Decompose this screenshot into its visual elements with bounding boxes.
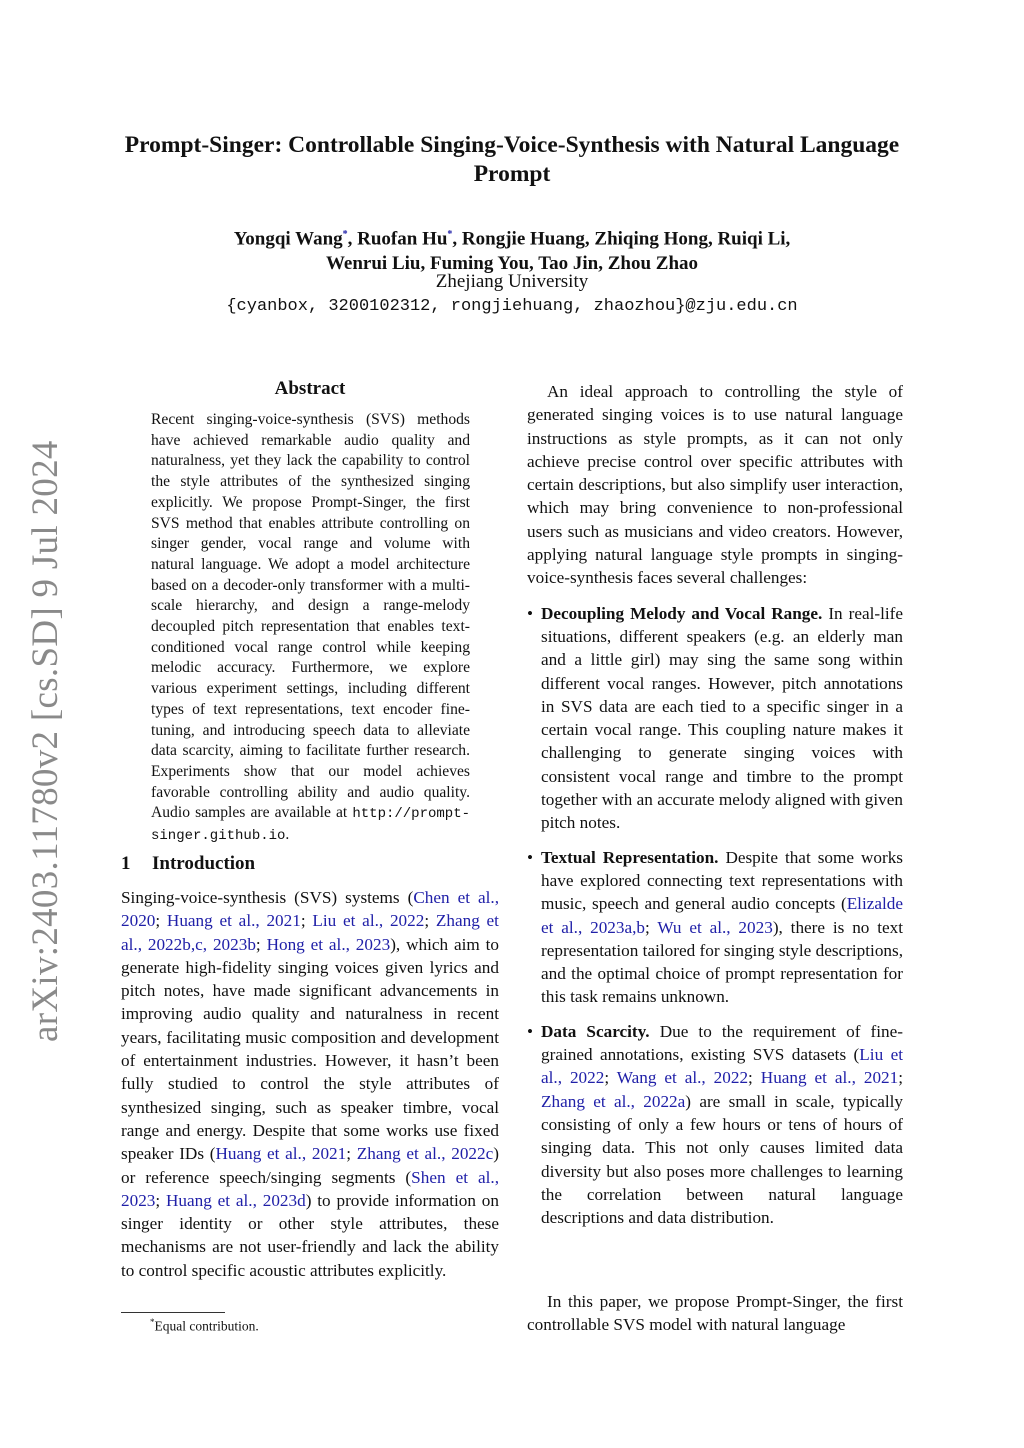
- citation-link[interactable]: Zhang et al., 2022b,c, 2023b: [121, 911, 499, 954]
- citation-link[interactable]: Huang et al., 2021: [166, 911, 301, 931]
- arxiv-identifier-stamp: arXiv:2403.11780v2 [cs.SD] 9 Jul 2024: [25, 440, 66, 1042]
- footnote-text: Equal contribution.: [154, 1318, 259, 1334]
- bullet-text: ), there is no text representation tailored for singing style descriptions, and the optimal choice of prompt representation for this task remains unknown.: [541, 917, 904, 1007]
- list-item: [527, 1020, 903, 1230]
- citation-link[interactable]: Huang et al., 2021: [215, 1144, 347, 1164]
- bullet-text: ) are small in scale, typically consisting of only a few hours or tens of hours of singing data. This not only causes limited data diversity but also poses more challenges to learning the correlation between natural language descriptions and data distribution.: [541, 1091, 903, 1228]
- right-column: [527, 380, 903, 1240]
- closing-paragraph: In this paper, we propose Prompt-Singer, the first controllable SVS model with natural language: [527, 1292, 903, 1335]
- citation-link[interactable]: Zhang et al., 2022a: [541, 1091, 686, 1111]
- citation-separator: ;: [255, 934, 267, 954]
- author-names: Rongjie Huang, Zhiqing Hong, Ruiqi Li,: [461, 228, 791, 250]
- challenges-intro-paragraph: An ideal approach to controlling the style of generated singing voices is to use natural language instructions as style prompts, as it can not only achieve precise control over specific attributes with certain descriptions, but also simplify user interaction, which may bring convenience to non-professional users such as musicians and video creators. However, applying natural language style prompts in singing-voice-synthesis faces several challenges:: [527, 382, 903, 588]
- citation-separator: ;: [300, 911, 313, 931]
- intro-text: ) to provide information on singer identity or other style attributes, these mechanisms are not user-friendly and lack the ability to control specific acoustic attributes explicitly.: [121, 1190, 499, 1280]
- author-name: Ruofan Hu: [357, 228, 448, 250]
- list-item: [527, 602, 903, 835]
- citation-link[interactable]: Huang et al., 2023d: [166, 1190, 306, 1210]
- section-heading-introduction: [121, 853, 255, 875]
- citation-link[interactable]: Liu et al., 2022: [312, 911, 425, 931]
- citation-link[interactable]: Zhang et al., 2022c: [356, 1144, 494, 1164]
- citation-link[interactable]: Shen et al., 2023: [121, 1167, 499, 1210]
- citation-link[interactable]: Elizalde et al., 2023a,b: [541, 894, 903, 937]
- equal-contribution-mark[interactable]: *: [342, 229, 348, 240]
- footnote-divider: [121, 1312, 225, 1313]
- footnote-mark: *: [150, 1317, 155, 1327]
- abstract-body: Recent singing-voice-synthesis (SVS) methods have achieved remarkable audio quality and naturalness, yet they lack the capability to control the style attributes of the synthesized singing explicitly. We propose Prompt-Singer, the first SVS method that enables attribute controlling on singer gender, vocal range and volume with natural language. We adopt a model architecture based on a decoder-only transformer with a multi-scale hierarchy, and design a range-melody decoupled pitch representation that enables text-conditioned vocal range control while keeping melodic accuracy. Furthermore, we explore various experiment settings, including different types of text representations, text encoder fine-tuning, and introducing speech data to alleviate data scarcity, aiming to facilitate further research. Experiments show that our model achieves favorable controlling ability and audio quality. Audio samples are available at: [151, 411, 470, 822]
- citation-link[interactable]: Wang et al., 2022: [616, 1068, 749, 1088]
- intro-text: ), which aim to generate high-fidelity singing voices given lyrics and pitch notes, have made significant advancements in improving audio quality and naturalness in recent years, facilitating music composition and development of entertainment industries. However, it hasn’t been fully studied to control the style attributes of synthesized singing, such as speaker timbre, vocal range and energy. Despite that some works use fixed speaker IDs (: [121, 934, 499, 1164]
- challenges-list: [527, 602, 903, 1230]
- citation-separator: ;: [748, 1068, 761, 1088]
- bullet-heading: Textual Representation.: [541, 847, 719, 867]
- abstract-text: [151, 410, 470, 847]
- citation-separator: ;: [898, 1068, 904, 1088]
- citation-separator: ;: [645, 917, 658, 937]
- bullet-text: In real-life situations, different speakers (e.g. an elderly man and a little girl) may sing the same song within different vocal ranges. However, pitch annotations in SVS data are each tied to a specific singer in a certain vocal range. This coupling nature makes it challenging to generate singing voices with consistent vocal range and timbre to the prompt together with an accurate melody aligned with given pitch notes.: [541, 603, 904, 833]
- affiliation: Zhejiang University: [435, 271, 589, 292]
- author-name: Yongqi Wang: [233, 228, 343, 250]
- citation-link[interactable]: Hong et al., 2023: [266, 934, 391, 954]
- introduction-paragraph: [121, 886, 499, 1282]
- list-item: [527, 846, 903, 1009]
- author-list: Yongqi Wang*, Ruofan Hu*, Rongjie Huang, Zhiqing Hong, Ruiqi Li, Wenrui Liu, Fuming You, Tao Jin, Zhou Zhao: [233, 228, 791, 275]
- author-names: Wenrui Liu, Fuming You, Tao Jin, Zhou Zhao: [325, 253, 699, 275]
- equal-contribution-mark[interactable]: *: [447, 229, 453, 240]
- abstract-period: .: [285, 826, 290, 844]
- author-emails: {cyanbox, 3200102312, rongjiehuang, zhaozhou}@zju.edu.cn: [226, 297, 798, 316]
- paper-title: Prompt-Singer: Controllable Singing-Voice-Synthesis with Natural Language Prompt: [124, 132, 900, 187]
- bullet-heading: Data Scarcity.: [541, 1021, 650, 1041]
- section-title: Introduction: [152, 853, 256, 874]
- citation-separator: ;: [424, 911, 436, 931]
- citation-separator: ;: [346, 1144, 357, 1164]
- citation-separator: ;: [155, 1190, 166, 1210]
- intro-text: Singing-voice-synthesis (SVS) systems (: [121, 888, 414, 907]
- abstract-heading: Abstract: [274, 378, 346, 399]
- bullet-heading: Decoupling Melody and Vocal Range.: [541, 603, 823, 623]
- citation-separator: ;: [155, 911, 167, 931]
- citation-link[interactable]: Wu et al., 2023: [657, 917, 773, 937]
- citation-link[interactable]: Liu et al., 2022: [541, 1045, 903, 1088]
- bullet-text: Due to the requirement of fine-grained annotations, existing SVS datasets (: [541, 1021, 903, 1065]
- citation-separator: ;: [604, 1068, 617, 1088]
- citation-link[interactable]: Chen et al., 2020: [121, 888, 499, 931]
- bullet-text: Despite that some works have explored connecting text representations with music, speech and general audio concepts (: [541, 847, 903, 914]
- section-number: 1: [121, 853, 131, 874]
- citation-link[interactable]: Huang et al., 2021: [760, 1068, 899, 1088]
- intro-text: ) or reference speech/singing segments (: [121, 1144, 499, 1187]
- footnote: [150, 1317, 259, 1335]
- project-link[interactable]: http://prompt-singer.github.io: [151, 806, 470, 845]
